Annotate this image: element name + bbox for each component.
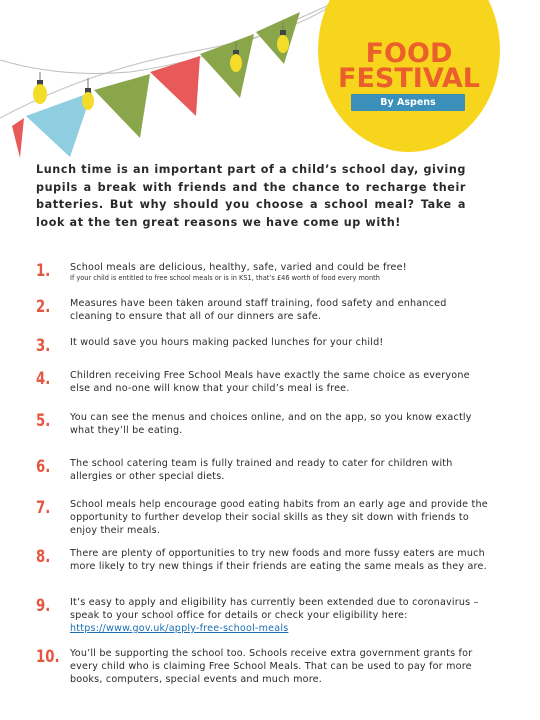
reason-text: School meals are delicious, healthy, safe, varied and could be free! [70, 262, 407, 273]
food-festival-logo [318, 0, 500, 152]
reason-number: 6. [36, 457, 51, 477]
reason-text: It would save you hours making packed lunches for your child! [70, 337, 384, 348]
logo-badge: By Aspens [351, 94, 465, 111]
logo-title-line1: FOOD [365, 38, 453, 69]
flag-red-small [12, 118, 24, 158]
reason-text: Children receiving Free School Meals have exactly the same choice as everyone else and no-one will know that your child’s meal is free. [70, 370, 470, 394]
reason-text: You’ll be supporting the school too. Schools receive extra government grants for every child who is claiming Free School Meals. That can be used to pay for more books, computers, special events and much more. [70, 648, 473, 685]
intro-paragraph: Lunch time is an important part of a child’s school day, giving pupils a break with friends and the chance to recharge their batteries. But why should you choose a school meal? Take a look at the ten great reasons we have come up with! [36, 163, 466, 229]
flag-green-right [200, 34, 254, 98]
reason-number: 3. [36, 336, 51, 356]
reason-text: It’s easy to apply and eligibility has currently been extended due to coronavirus – speak to your school office for details or check your eligibility here: [70, 597, 479, 621]
reason-text-wrap [70, 596, 490, 635]
reason-text: Measures have been taken around staff training, food safety and enhanced cleaning to ensure that all of our dinners are safe. [70, 298, 447, 322]
flag-red [150, 56, 200, 116]
reason-text: There are plenty of opportunities to try new foods and more fussy eaters are much more likely to try new things if their friends are eating the same meals as they are. [70, 548, 487, 572]
reason-text: The school catering team is fully trained and ready to cater for children with allergies or other special diets. [70, 458, 453, 482]
reason-number: 9. [36, 596, 51, 616]
reason-text-wrap [70, 261, 490, 283]
reason-text: School meals help encourage good eating habits from an early age and provide the opportunity to further develop their social skills as they sit down with friends to enjoy their meals. [70, 499, 488, 536]
flag-green-top [256, 12, 300, 64]
reason-note: If your child is entitled to free school meals or is in KS1, that’s £46 worth of food every month [70, 274, 380, 282]
light-bulb-1 [33, 72, 47, 104]
logo-title-line2: FESTIVAL [338, 63, 480, 94]
reason-number: 2. [36, 297, 51, 317]
reason-number: 7. [36, 498, 51, 518]
light-bulb-2 [82, 78, 94, 110]
reason-number: 4. [36, 369, 51, 389]
flag-green [94, 74, 150, 138]
reason-text: You can see the menus and choices online, and on the app, so you know exactly what they’ll be eating. [70, 412, 472, 436]
reason-number: 1. [36, 261, 51, 281]
eligibility-link[interactable]: https://www.gov.uk/apply-free-school-meals [70, 623, 289, 634]
reason-number: 8. [36, 547, 51, 567]
reason-number: 10. [36, 647, 60, 667]
reason-number: 5. [36, 411, 51, 431]
